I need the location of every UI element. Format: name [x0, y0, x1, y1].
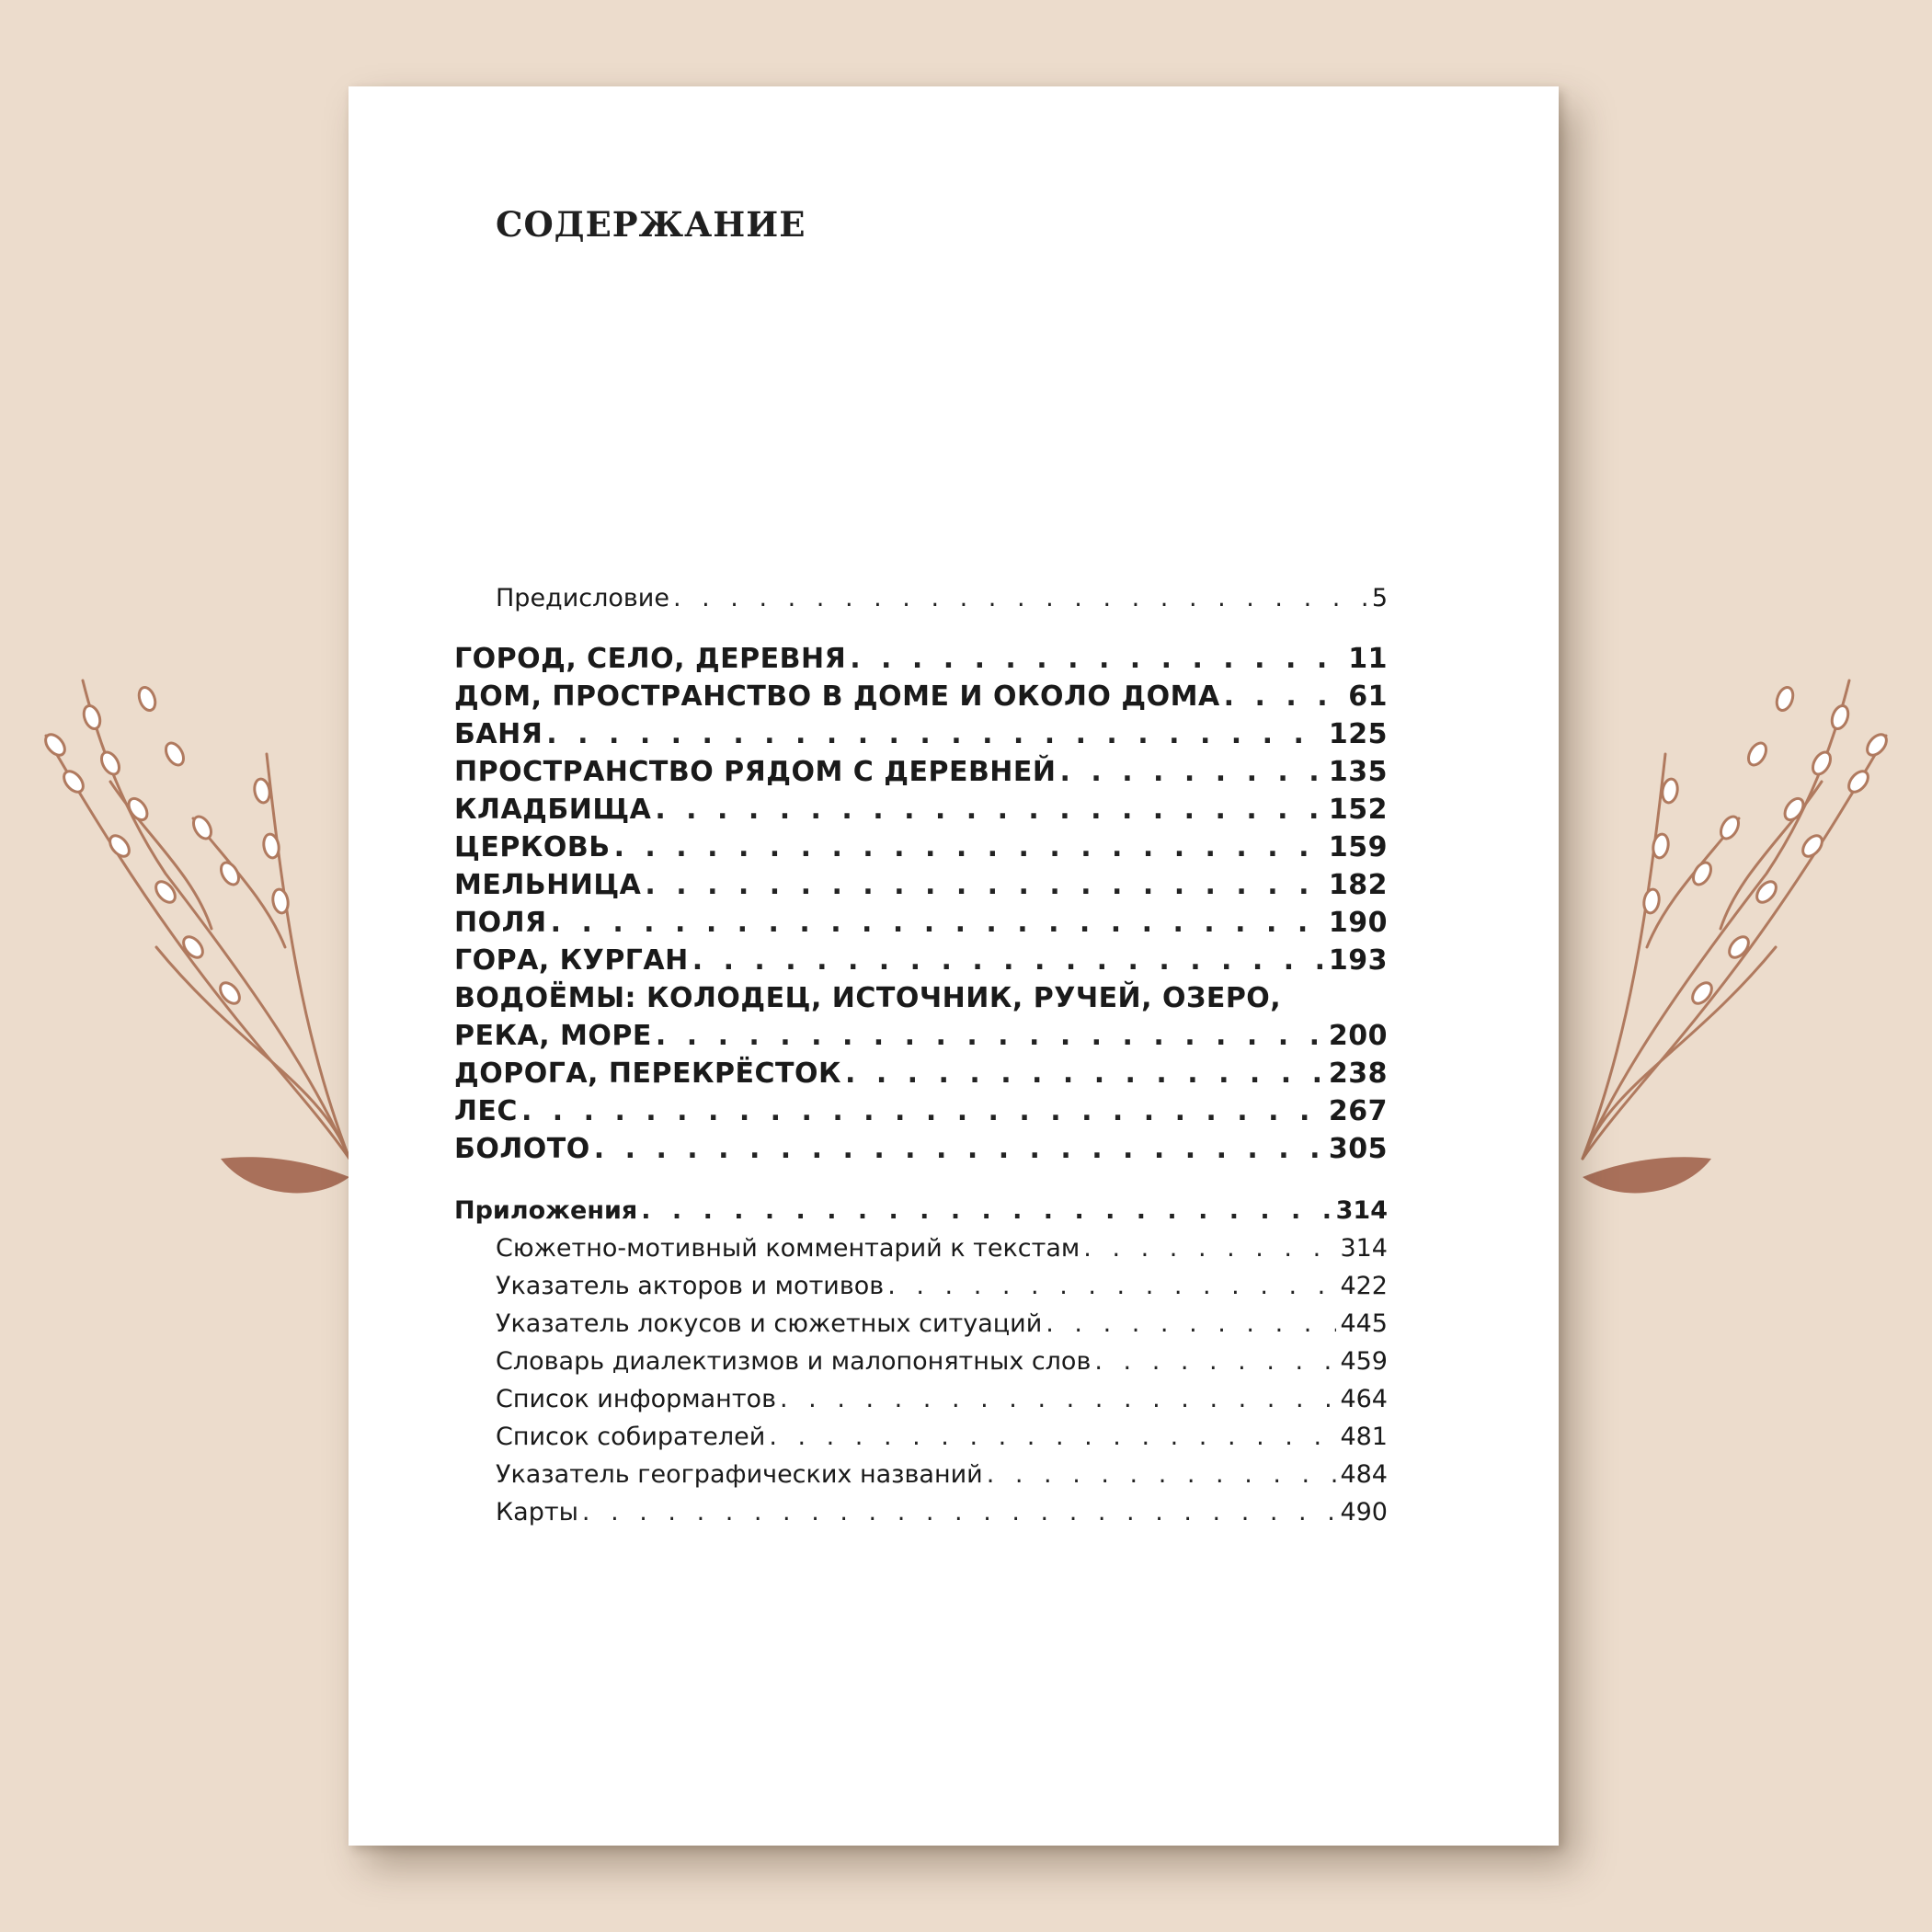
toc-entry-title: ЛЕС: [454, 1095, 518, 1127]
toc-entry-page: 182: [1328, 869, 1388, 901]
toc-entry-title: ПОЛЯ: [454, 907, 547, 939]
toc-entry-page: 11: [1348, 643, 1388, 675]
toc-entry-title: ВОДОЁМЫ: КОЛОДЕЦ, ИСТОЧНИК, РУЧЕЙ, ОЗЕРО,: [454, 982, 1282, 1014]
toc-entry-page: 314: [1340, 1234, 1388, 1263]
toc-entry-page: 422: [1340, 1272, 1388, 1300]
toc-entry-title: Словарь диалектизмов и малопонятных слов: [496, 1347, 1092, 1376]
leader-dots: [845, 1056, 1325, 1092]
toc-entry-section: [454, 1093, 1388, 1130]
leader-dots: [673, 580, 1368, 617]
toc-entry-page: 159: [1328, 831, 1388, 863]
toc-entry-page: 135: [1328, 756, 1388, 788]
leader-dots: [887, 1268, 1336, 1305]
toc-entry-appendix-item: [496, 1457, 1388, 1493]
toc-entry-section: [454, 716, 1388, 753]
toc-entry-page: 152: [1328, 794, 1388, 826]
leader-dots: [1083, 1230, 1336, 1267]
leader-dots: [692, 943, 1325, 979]
toc-entry-appendix-item: [496, 1268, 1388, 1305]
toc-entry-title: ГОРОД, СЕЛО, ДЕРЕВНЯ: [454, 643, 847, 675]
toc-entry-title: БАНЯ: [454, 718, 543, 750]
leader-dots: [1060, 754, 1325, 791]
toc-entry-section: [454, 792, 1388, 829]
toc-entry-page: 484: [1340, 1460, 1388, 1489]
toc-entry-section: [454, 1056, 1388, 1092]
toc-entry-page: 200: [1328, 1020, 1388, 1052]
toc-entry-section: [454, 867, 1388, 904]
toc-entry-preface: [496, 580, 1388, 617]
toc-entry-title: Сюжетно-мотивный комментарий к текстам: [496, 1234, 1080, 1263]
leader-dots: [614, 829, 1325, 866]
toc-entry-title: БОЛОТО: [454, 1133, 590, 1165]
leader-dots: [1224, 679, 1345, 715]
toc-entry-page: 5: [1371, 584, 1388, 612]
toc-entry-page: 238: [1328, 1057, 1388, 1090]
toc-entry-page: 125: [1328, 718, 1388, 750]
toc-entry-section: [454, 754, 1388, 791]
toc-entry-title: МЕЛЬНИЦА: [454, 869, 642, 901]
toc-entry-appendix-item: [496, 1343, 1388, 1380]
leader-dots: [641, 1193, 1332, 1229]
leader-dots: [1094, 1343, 1336, 1380]
toc-entry-section: [454, 943, 1388, 979]
toc-entry-title: Список информантов: [496, 1385, 776, 1413]
toc-entry-title: Карты: [496, 1498, 578, 1526]
toc-entry-page: 459: [1340, 1347, 1388, 1376]
toc-heading: СОДЕРЖАНИЕ: [496, 204, 806, 245]
toc-entry-page: 490: [1340, 1498, 1388, 1526]
toc-entry-section: [454, 641, 1388, 678]
toc-entry-appendix-item: [496, 1381, 1388, 1418]
toc-entry-page: 61: [1348, 680, 1388, 713]
leader-dots: [594, 1131, 1325, 1168]
leader-dots: [769, 1419, 1336, 1456]
toc-entry-section: [454, 1131, 1388, 1168]
toc-entry-appendix-item: [496, 1494, 1388, 1531]
toc-entry-appendix: [454, 1193, 1388, 1229]
toc-entry-appendix-item: [496, 1306, 1388, 1343]
leader-dots: [987, 1457, 1337, 1493]
toc-entry-section: [454, 679, 1388, 715]
leader-dots: [551, 905, 1325, 942]
toc-entry-title: КЛАДБИЩА: [454, 794, 652, 826]
toc-entry-title: Предисловие: [496, 584, 669, 612]
toc-entry-section: [454, 829, 1388, 866]
toc-entry-section: [454, 1018, 1388, 1055]
leader-dots: [546, 716, 1325, 753]
leader-dots: [1046, 1306, 1336, 1343]
leader-dots: [655, 792, 1325, 829]
toc-entry-title: ГОРА, КУРГАН: [454, 944, 689, 977]
toc-entry-title: Указатель географических названий: [496, 1460, 983, 1489]
leader-dots: [656, 1018, 1325, 1055]
toc-entry-page: 193: [1328, 944, 1388, 977]
toc-entry-page: 445: [1340, 1309, 1388, 1338]
toc-entry-page: 314: [1335, 1196, 1388, 1225]
toc-entry-title: ДОМ, ПРОСТРАНСТВО В ДОМЕ И ОКОЛО ДОМА: [454, 680, 1220, 713]
toc-entry-page: 267: [1328, 1095, 1388, 1127]
leader-dots: [780, 1381, 1336, 1418]
toc-entry-title: ПРОСТРАНСТВО РЯДОМ С ДЕРЕВНЕЙ: [454, 756, 1057, 788]
book-page: [349, 86, 1559, 1846]
leader-dots: [850, 641, 1344, 678]
toc-entry-title: Приложения: [454, 1196, 638, 1225]
toc-entry-page: 305: [1328, 1133, 1388, 1165]
leader-dots: [521, 1093, 1325, 1130]
toc-entry-section: [454, 905, 1388, 942]
leader-dots: [582, 1494, 1337, 1531]
toc-entry-appendix-item: [496, 1419, 1388, 1456]
toc-entry-page: 464: [1340, 1385, 1388, 1413]
leader-dots: [645, 867, 1324, 904]
toc-entry-page: 190: [1328, 907, 1388, 939]
toc-entry-title: ЦЕРКОВЬ: [454, 831, 611, 863]
toc-entry-title: РЕКА, МОРЕ: [454, 1020, 652, 1052]
toc-entry-title: ДОРОГА, ПЕРЕКРЁСТОК: [454, 1057, 841, 1090]
toc-entry-title: Список собирателей: [496, 1423, 766, 1451]
toc-entry-title: Указатель локусов и сюжетных ситуаций: [496, 1309, 1043, 1338]
toc-entry-page: 481: [1340, 1423, 1388, 1451]
toc-entry-appendix-item: [496, 1230, 1388, 1267]
toc-entry-section-line1: [454, 980, 1388, 1017]
toc-entry-title: Указатель акторов и мотивов: [496, 1272, 885, 1300]
